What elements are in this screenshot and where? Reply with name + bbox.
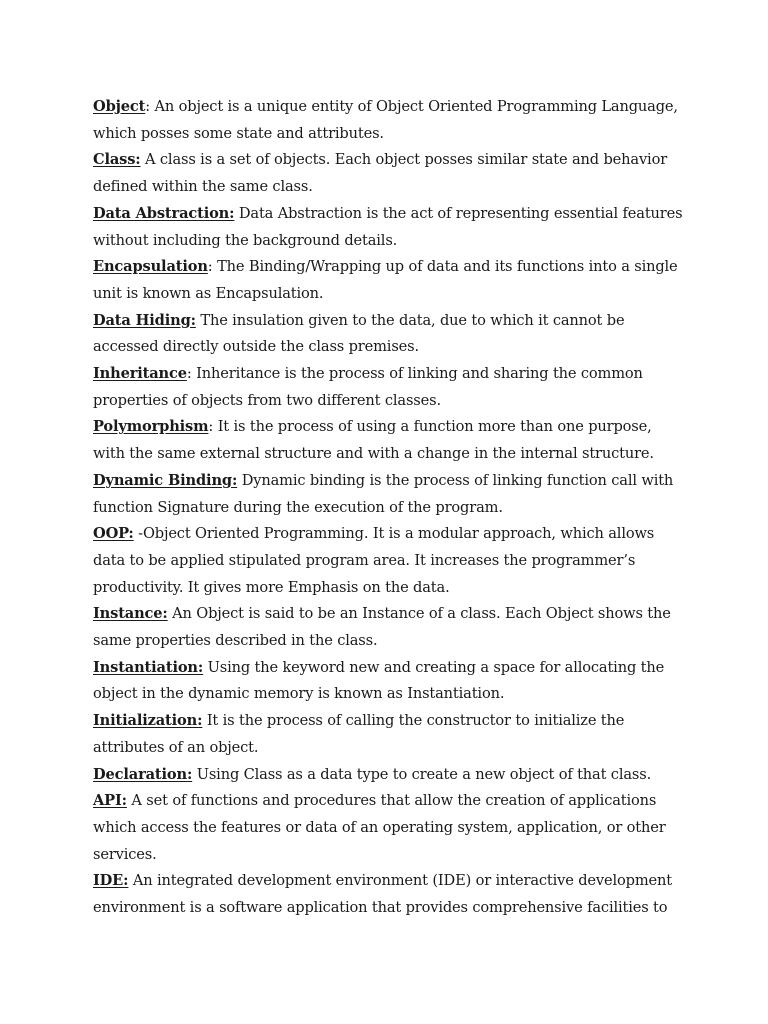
glossary-entry-class <box>93 147 683 200</box>
term-label: Polymorphism <box>93 418 209 436</box>
glossary-entry-dynamic-binding <box>93 468 683 521</box>
term-label: Data Hiding: <box>93 311 196 329</box>
term-label: Declaration: <box>93 765 193 783</box>
term-separator: : <box>186 365 192 383</box>
glossary-entry-ide <box>93 868 683 921</box>
definition-text: An Object is said to be an Instance of a class. Each Object shows the same properties described in the class. <box>93 605 671 650</box>
glossary-entry-inheritance <box>93 361 683 414</box>
glossary-entry-instance <box>93 601 683 654</box>
term-label: Encapsulation <box>93 258 208 276</box>
term-label: Instantiation: <box>93 658 204 676</box>
glossary-entry-data-hiding <box>93 308 683 361</box>
definition-text: It is the process of using a function more than one purpose, with the same external structure and with a change in the internal structure. <box>93 418 654 463</box>
term-label: OOP: <box>93 525 134 543</box>
definition-text: Dynamic binding is the process of linking function call with function Signature during the execution of the program. <box>93 471 674 516</box>
glossary-entry-polymorphism <box>93 414 683 467</box>
definition-text: Using the keyword new and creating a space for allocating the object in the dynamic memory is known as Instantiation. <box>93 658 665 703</box>
definition-text: -Object Oriented Programming. It is a modular approach, which allows data to be applied stipulated program area. It increases the programmer’s productivity. It gives more Emphasis on the data. <box>93 525 655 596</box>
term-separator: : <box>207 258 213 276</box>
glossary-entry-oop <box>93 521 683 601</box>
definition-text: An integrated development environment (IDE) or interactive development environment is a software application that provides comprehensive facilities to <box>93 872 672 917</box>
definition-text: The insulation given to the data, due to which it cannot be accessed directly outside the class premises. <box>93 311 625 356</box>
glossary-entry-declaration <box>93 762 683 789</box>
term-label: Instance: <box>93 605 168 623</box>
definition-text: An object is a unique entity of Object Oriented Programming Language, which posses some state and attributes. <box>93 98 678 142</box>
term-label: Inheritance <box>93 365 187 383</box>
definition-text: A class is a set of objects. Each object posses similar state and behavior defined within the same class. <box>93 151 668 196</box>
definition-text: Data Abstraction is the act of representing essential features without including the background details. <box>93 204 683 249</box>
definition-text: Inheritance is the process of linking and sharing the common properties of objects from two different classes. <box>93 365 643 409</box>
glossary-entry-instantiation <box>93 655 683 708</box>
glossary-entry-encapsulation <box>93 254 683 307</box>
definition-text: The Binding/Wrapping up of data and its functions into a single unit is known as Encapsulation. <box>93 258 678 302</box>
glossary-entry-api <box>93 788 683 868</box>
term-label: Class: <box>93 151 141 169</box>
definition-text: Using Class as a data type to create a new object of that class. <box>192 765 652 783</box>
glossary-entry-object <box>93 94 683 147</box>
term-label: Object <box>93 98 146 115</box>
term-separator: : <box>208 418 214 436</box>
term-separator: : <box>145 98 150 115</box>
glossary-entry-data-abstraction <box>93 201 683 254</box>
term-label: API: <box>93 792 127 810</box>
term-label: IDE: <box>93 872 129 890</box>
glossary-body <box>93 94 683 922</box>
definition-text: It is the process of calling the constructor to initialize the attributes of an object. <box>93 712 625 756</box>
glossary-entry-initialization <box>93 708 683 761</box>
term-label: Initialization: <box>93 712 203 730</box>
definition-text: A set of functions and procedures that allow the creation of applications which access the features or data of an operating system, application, or other services. <box>93 792 666 863</box>
term-label: Data Abstraction: <box>93 204 235 222</box>
term-label: Dynamic Binding: <box>93 471 238 489</box>
